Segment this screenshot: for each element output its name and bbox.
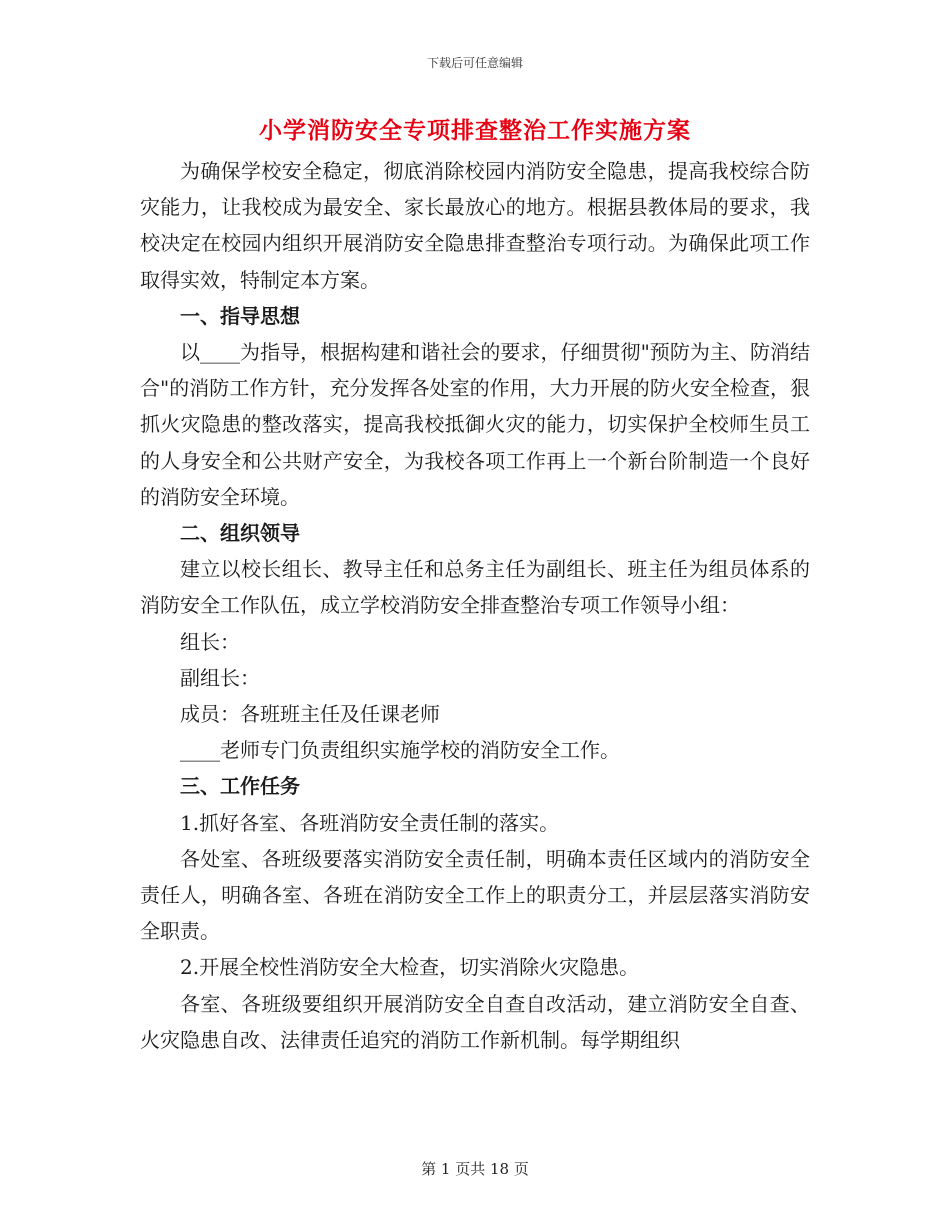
paragraph: 各室、各班级要组织开展消防安全自查自改活动，建立消防安全自查、火灾隐患自改、法律责任追究的消防工作新机制。每学期组织: [140, 991, 810, 1052]
paragraph: 2.开展全校性消防安全大检查，切实消除火灾隐患。: [180, 955, 640, 980]
paragraph: 为确保学校安全稳定，彻底消除校园内消防安全隐患，提高我校综合防灾能力，让我校成为最安全、家长最放心的地方。根据县教体局的要求，我校决定在校园内组织开展消防安全隐患排查整治专项行动。为确保此项工作取得实效，特制定本方案。: [140, 159, 810, 292]
document-title: 小学消防安全专项排查整治工作实施方案: [259, 117, 691, 144]
paragraph: 以____为指导，根据构建和谐社会的要求，仔细贯彻"预防为主、防消结合"的消防工作方针，充分发挥各处室的作用，大力开展的防火安全检查，狠抓火灾隐患的整改落实，提高我校抵御火灾的能力，切实保护全校师生员工的人身安全和公共财产安全，为我校各项工作再上一个新台阶制造一个良好的消防安全环境。: [140, 340, 810, 509]
paragraph: 各处室、各班级要落实消防安全责任制，明确本责任区域内的消防安全责任人，明确各室、各班在消防安全工作上的职责分工，并层层落实消防安全职责。: [140, 846, 810, 944]
document-body: [140, 153, 810, 1058]
paragraph: 副组长：: [180, 665, 260, 690]
page-footer: 第 1 页共 18 页: [421, 1160, 529, 1178]
paragraph: 建立以校长组长、教导主任和总务主任为副组长、班主任为组员体系的消防安全工作队伍，成立学校消防安全排查整治专项工作领导小组：: [140, 557, 810, 618]
header-note: 下载后可任意编辑: [426, 56, 523, 70]
paragraph: ____老师专门负责组织实施学校的消防安全工作。: [180, 738, 620, 763]
paragraph: 组长：: [180, 629, 240, 654]
section-heading: 一、指导思想: [180, 303, 300, 328]
section-heading: 二、组织领导: [180, 521, 300, 546]
paragraph: 成员：各班班主任及任课老师: [180, 702, 440, 727]
paragraph: 1.抓好各室、各班消防安全责任制的落实。: [180, 810, 560, 835]
section-heading: 三、工作任务: [180, 774, 300, 799]
